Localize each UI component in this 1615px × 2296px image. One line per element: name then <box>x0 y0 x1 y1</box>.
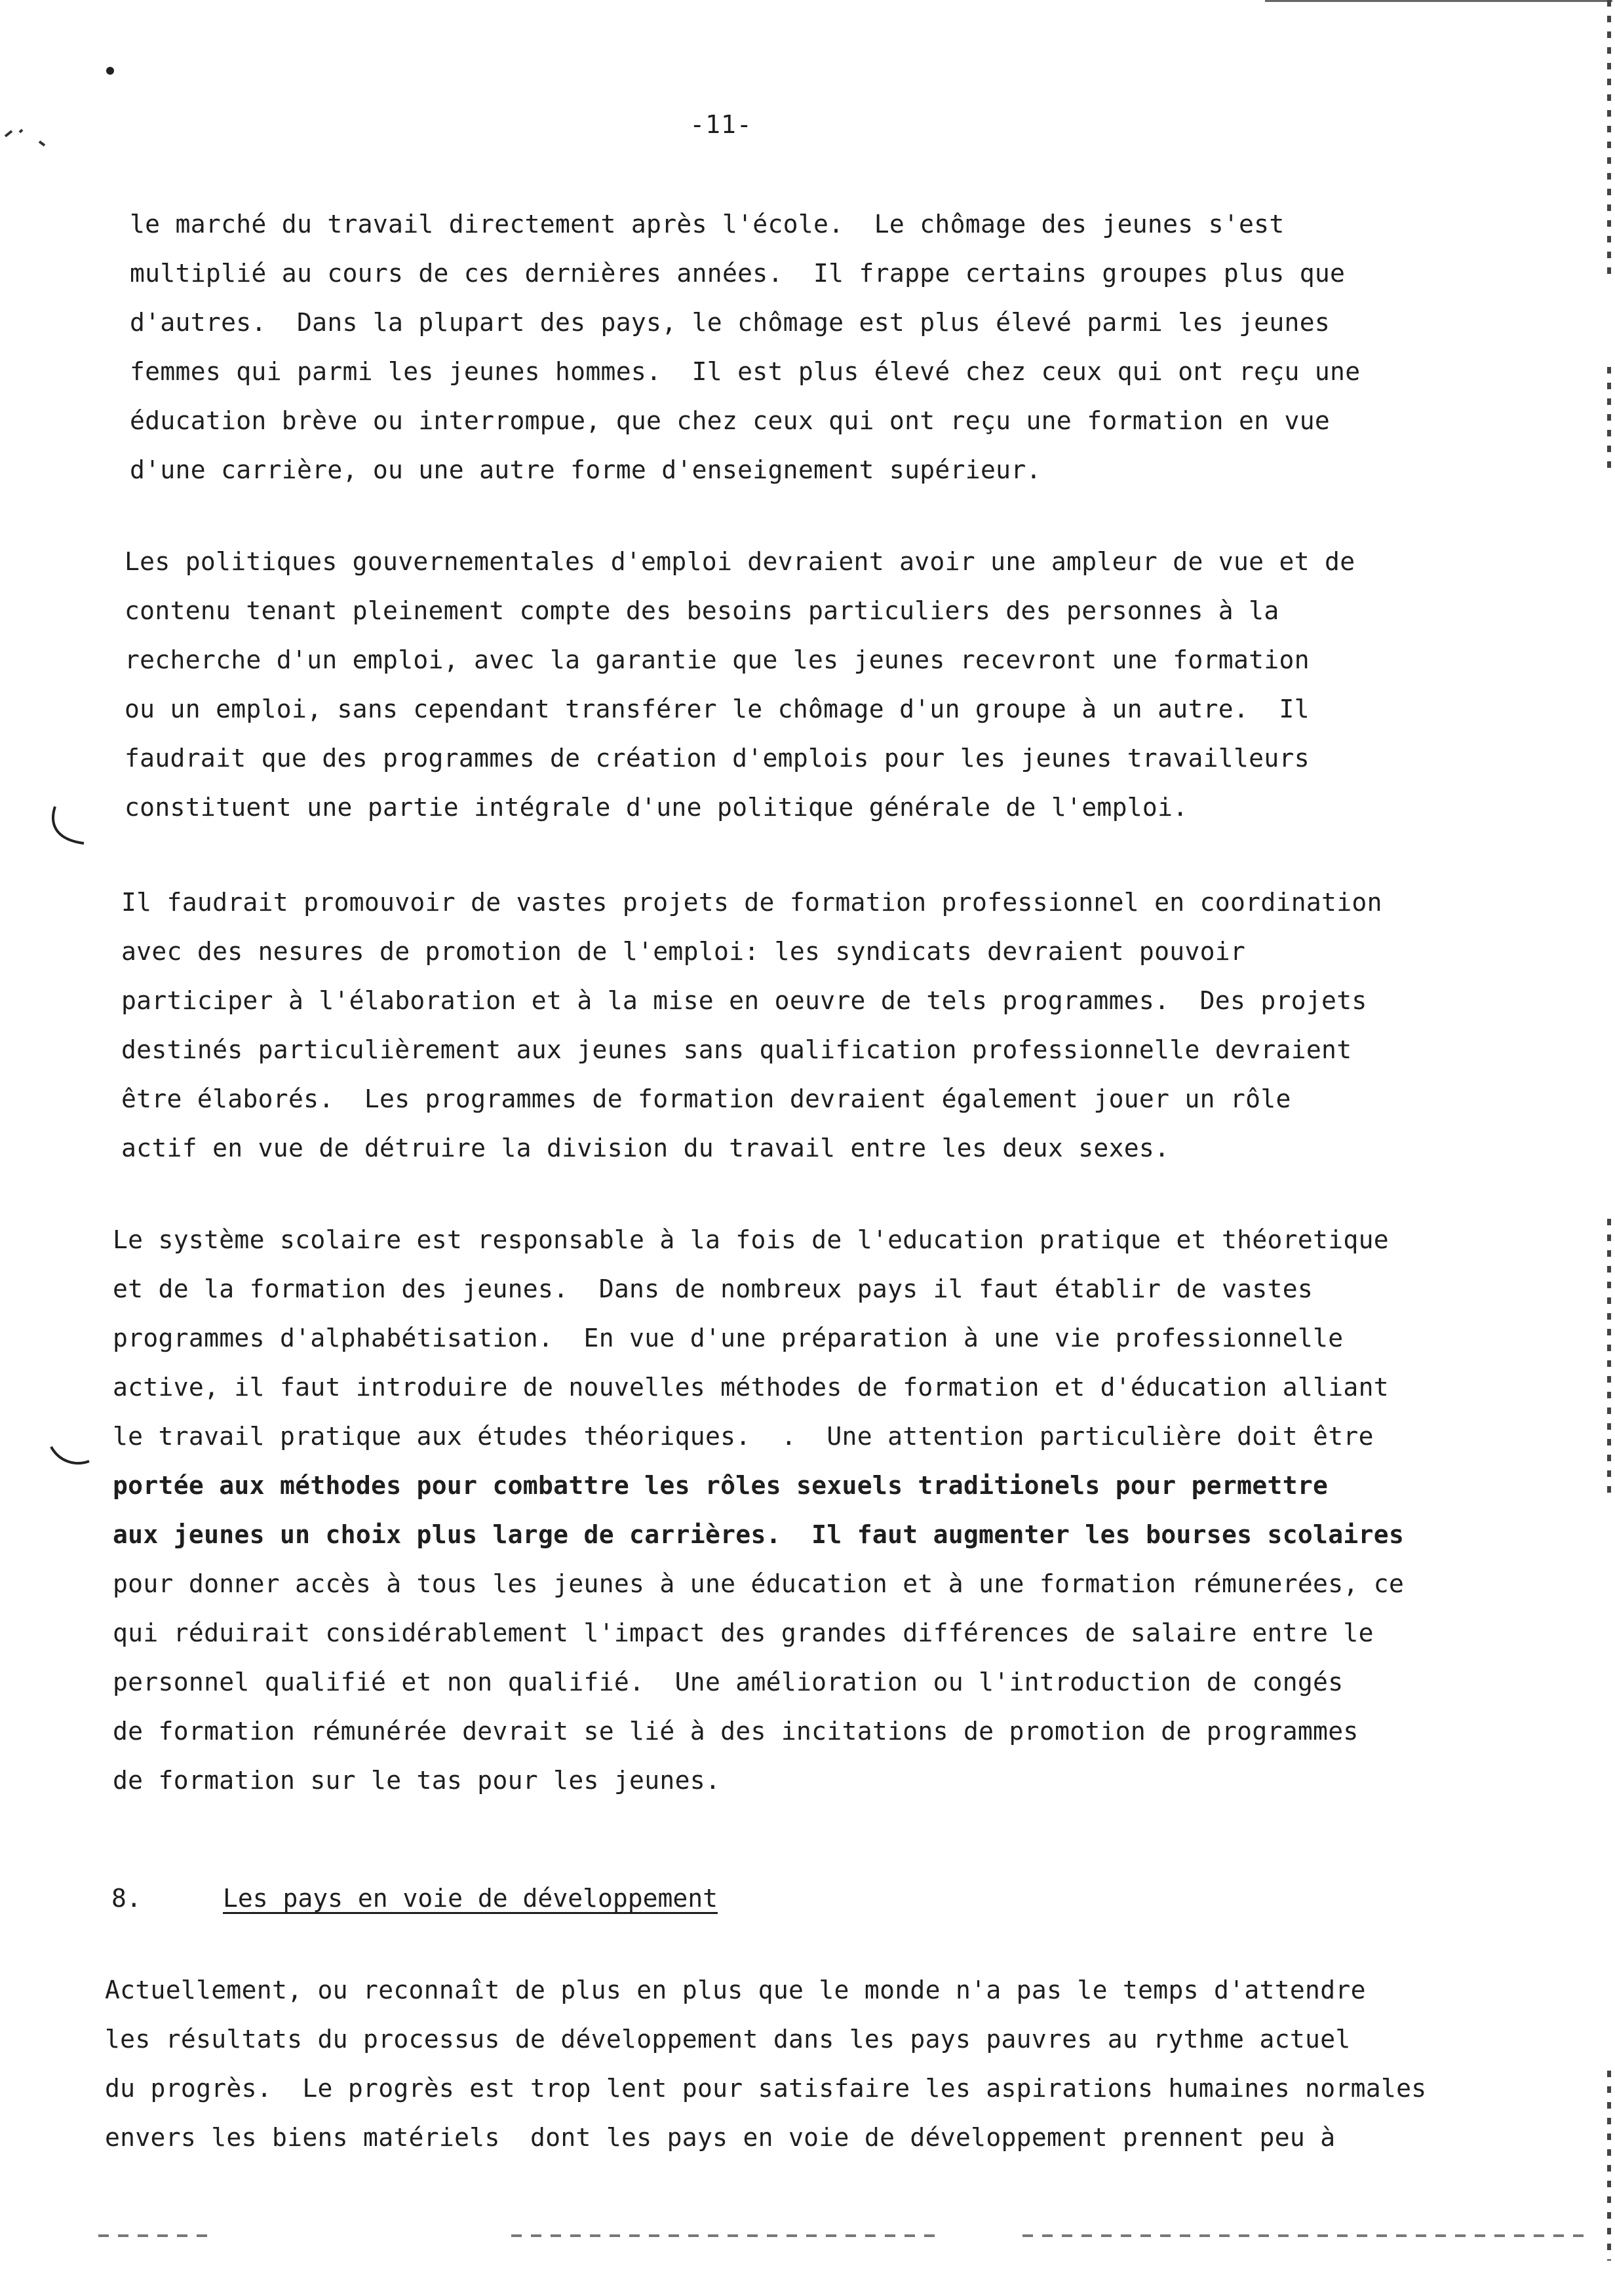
scan-right-edge <box>1607 2071 1611 2261</box>
margin-bracket-mark <box>46 1435 98 1487</box>
scan-bottom-noise <box>1022 2234 1586 2237</box>
text-line: le travail pratique aux études théoriques. . Une attention particulière doit être <box>113 1422 1374 1451</box>
text-line: active, il faut introduire de nouvelles méthodes de formation et d'éducation alliant <box>113 1373 1389 1402</box>
scan-right-edge <box>1607 1219 1611 1494</box>
text-line: recherche d'un emploi, avec la garantie que les jeunes recevront une formation <box>125 645 1310 674</box>
text-line: femmes qui parmi les jeunes hommes. Il est plus élevé chez ceux qui ont reçu une <box>130 357 1361 386</box>
text-line: Les politiques gouvernementales d'emploi devraient avoir une ampleur de vue et de <box>125 547 1355 576</box>
paragraph-youth-unemployment <box>130 200 1360 495</box>
text-line: multiplié au cours de ces dernières années. Il frappe certains groupes plus que <box>130 259 1346 288</box>
paragraph-vocational-training <box>121 878 1382 1173</box>
paragraph-employment-policy <box>125 537 1355 832</box>
scan-right-edge <box>1607 0 1611 275</box>
scan-right-edge <box>1607 367 1611 472</box>
margin-bracket-mark <box>46 803 98 855</box>
text-line: contenu tenant pleinement compte des besoins particuliers des personnes à la <box>125 596 1279 625</box>
text-line: éducation brève ou interrompue, que chez ceux qui ont reçu une formation en vue <box>130 406 1331 435</box>
text-line-bold: portée aux méthodes pour combattre les rôles sexuels traditionels pour permettre <box>113 1471 1329 1500</box>
section-number: 8. <box>111 1884 142 1913</box>
scan-bottom-noise <box>98 2234 216 2237</box>
text-line: les résultats du processus de développement dans les pays pauvres au rythme actuel <box>105 2025 1351 2054</box>
text-line: personnel qualifié et non qualifié. Une amélioration ou l'introduction de congés <box>113 1668 1344 1696</box>
paragraph-school-system <box>113 1215 1404 1805</box>
scan-speck <box>106 67 114 75</box>
text-line: de formation sur le tas pour les jeunes. <box>113 1766 721 1795</box>
text-line: programmes d'alphabétisation. En vue d'une préparation à une vie professionnelle <box>113 1324 1344 1352</box>
text-line: faudrait que des programmes de création d'emplois pour les jeunes travailleurs <box>125 744 1310 773</box>
text-line: de formation rémunérée devrait se lié à des incitations de promotion de programmes <box>113 1717 1359 1746</box>
text-line: Le système scolaire est responsable à la fois de l'education pratique et théoretique <box>113 1225 1389 1254</box>
text-line: du progrès. Le progrès est trop lent pour satisfaire les aspirations humaines normales <box>105 2074 1427 2103</box>
text-line: qui réduirait considérablement l'impact des grandes différences de salaire entre le <box>113 1618 1374 1647</box>
text-line: ou un emploi, sans cependant transférer le chômage d'un groupe à un autre. Il <box>125 695 1310 723</box>
text-line: envers les biens matériels dont les pays en voie de développement prennent peu à <box>105 2123 1336 2152</box>
text-line: le marché du travail directement après l'école. Le chômage des jeunes s'est <box>130 210 1285 239</box>
text-line: d'autres. Dans la plupart des pays, le chômage est plus élevé parmi les jeunes <box>130 308 1331 337</box>
text-line: Actuellement, ou reconnaît de plus en plus que le monde n'a pas le temps d'attendre <box>105 1976 1366 2004</box>
text-line: constituent une partie intégrale d'une politique générale de l'emploi. <box>125 793 1188 822</box>
scan-bottom-noise <box>511 2234 944 2237</box>
section-heading <box>111 1874 718 1923</box>
paragraph-developing-countries <box>105 1966 1426 2162</box>
text-line: destinés particulièrement aux jeunes sans qualification professionnelle devraient <box>121 1035 1352 1064</box>
text-line: et de la formation des jeunes. Dans de nombreux pays il faut établir de vastes <box>113 1274 1313 1303</box>
text-line: participer à l'élaboration et à la mise en oeuvre de tels programmes. Des projets <box>121 986 1367 1015</box>
text-line: être élaborés. Les programmes de formation devraient également jouer un rôle <box>121 1084 1291 1113</box>
text-line: d'une carrière, ou une autre forme d'enseignement supérieur. <box>130 455 1041 484</box>
section-title: Les pays en voie de développement <box>223 1884 718 1913</box>
text-line-bold: aux jeunes un choix plus large de carrières. Il faut augmenter les bourses scolaires <box>113 1520 1405 1549</box>
page-number: -11- <box>690 110 752 139</box>
text-line: Il faudrait promouvoir de vastes projets de formation professionnel en coordination <box>121 888 1382 917</box>
text-line: actif en vue de détruire la division du travail entre les deux sexes. <box>121 1134 1170 1162</box>
scan-top-rule <box>1265 0 1612 2</box>
text-line: pour donner accès à tous les jeunes à une éducation et à une formation rémunerées, ce <box>113 1569 1405 1598</box>
text-line: avec des nesures de promotion de l'emploi: les syndicats devraient pouvoir <box>121 937 1246 966</box>
